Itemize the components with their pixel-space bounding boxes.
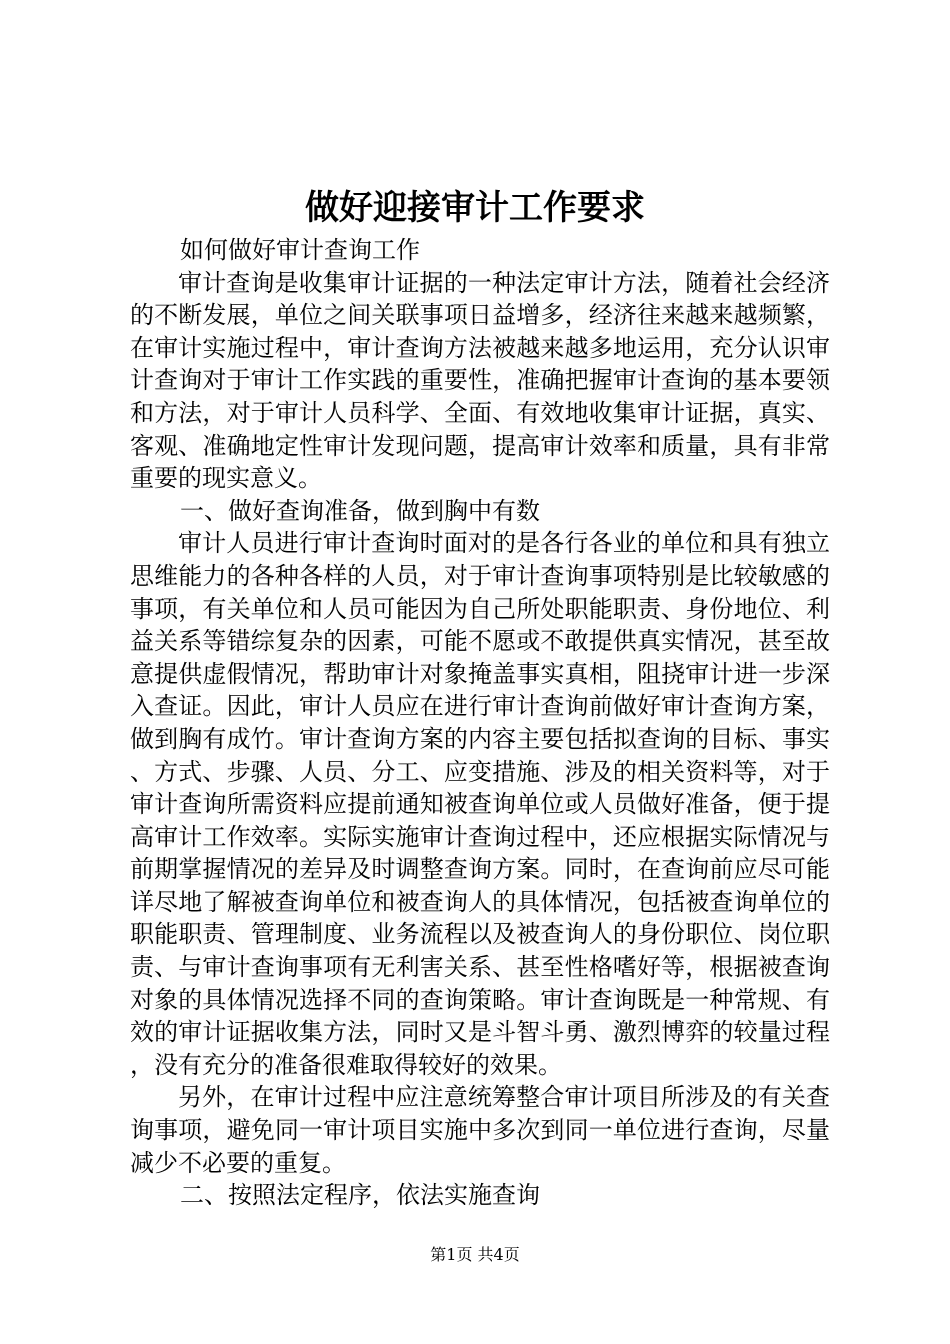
body-paragraph: 审计查询是收集审计证据的一种法定审计方法，随着社会经济的不断发展，单位之间关联事项日益增多，经济往来越来越频繁，在审计实施过程中，审计查询方法被越来越多地运用，充分认识审计查询对于审计工作实践的重要性，准确把握审计查询的基本要领和方法，对于审计人员科学、全面、有效地收集审计证据，真实、客观、准确地定性审计发现问题，提高审计效率和质量，具有非常重要的现实意义。 [130,268,830,493]
body-paragraph: 另外，在审计过程中应注意统筹整合审计项目所涉及的有关查询事项，避免同一审计项目实施中多次到同一单位进行查询，尽量减少不必要的重复。 [130,1083,830,1177]
section-heading: 二、按照法定程序，依法实施查询 [180,1181,540,1210]
document-body [130,234,830,1212]
section-subtitle: 如何做好审计查询工作 [180,236,420,264]
section-heading: 一、做好查询准备，做到胸中有数 [180,496,540,525]
body-paragraph: 审计人员进行审计查询时面对的是各行各业的单位和具有独立思维能力的各种各样的人员，对于审计查询事项特别是比较敏感的事项，有关单位和人员可能因为自己所处职能职责、身份地位、利益关系等错综复杂的因素，可能不愿或不敢提供真实情况，甚至故意提供虚假情况，帮助审计对象掩盖事实真相，阻挠审计进一步深入查证。因此，审计人员应在进行审计查询前做好审计查询方案，做到胸有成竹。审计查询方案的内容主要包括拟查询的目标、事实、方式、步骤、人员、分工、应变措施、涉及的相关资料等，对于审计查询所需资料应提前通知被查询单位或人员做好准备，便于提高审计工作效率。实际实施审计查询过程中，还应根据实际情况与前期掌握情况的差异及时调整查询方案。同时，在查询前应尽可能详尽地了解被查询单位和被查询人的具体情况，包括被查询单位的职能职责、管理制度、业务流程以及被查询人的身份职位、岗位职责、与审计查询事项有无利害关系、甚至性格嗜好等，根据被查询对象的具体情况选择不同的查询策略。审计查询既是一种常规、有效的审计证据收集方法，同时又是斗智斗勇、激烈博弈的较量过程，没有充分的准备很难取得较好的效果。 [130,529,830,1079]
page-title: 做好迎接审计工作要求 [305,188,645,228]
page-footer: 第1页 共4页 [430,1245,520,1264]
